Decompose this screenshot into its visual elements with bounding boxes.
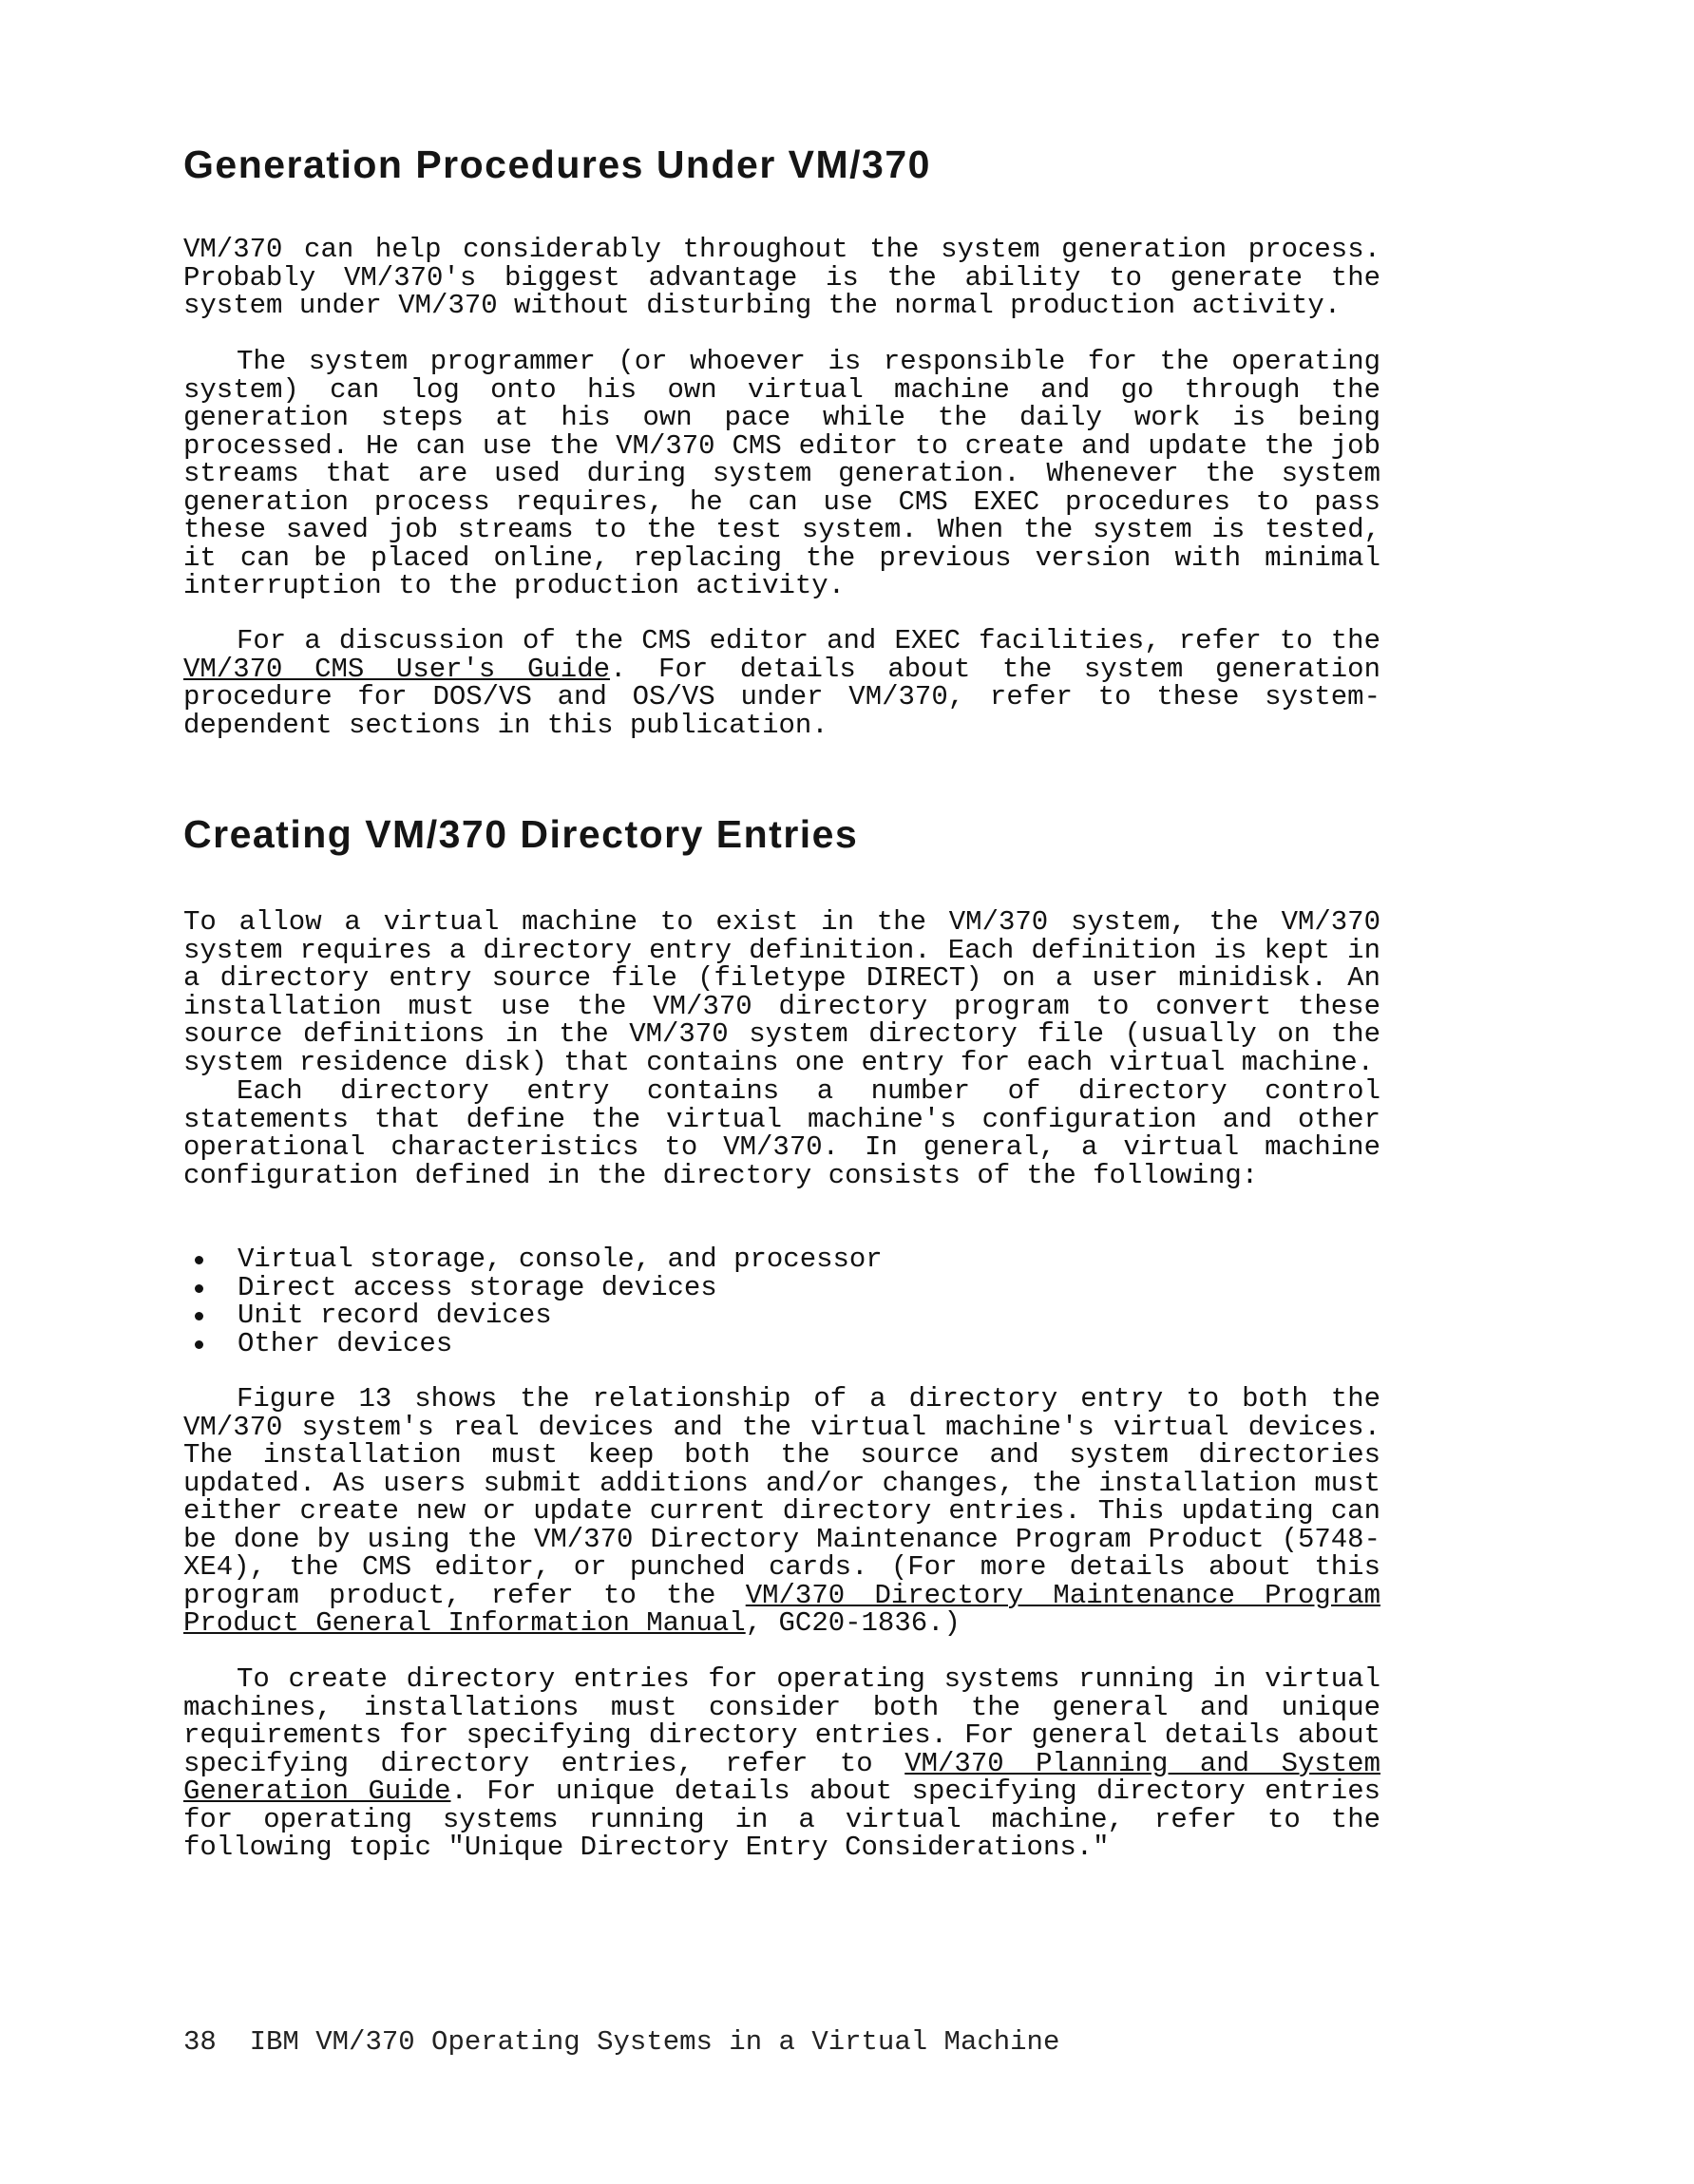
- bullet-icon: [195, 1284, 203, 1293]
- publication-reference-planning-guide: VM/370 Planning and System Generation Guide: [183, 1747, 1380, 1807]
- paragraph-create-directory-entries: [183, 1665, 1380, 1862]
- paragraph-figure-13-relationship: [183, 1385, 1380, 1638]
- text-segment: To create directory entries for operating systems running in virtual machines, installations must consider both the general and unique requirements for specifying directory entries. For general details about specifying directory entries, refer to: [183, 1663, 1380, 1779]
- paragraph-system-programmer: The system programmer (or whoever is responsible for the operating system) can log onto his own virtual machine and go through the generation steps at his own pace while the daily work is being processed. He can use the VM/370 CMS editor to create and update the job streams that are used during system generation. Whenever the system generation process requires, he can use CMS EXEC procedures to pass these saved job streams to the test system. When the system is tested, it can be placed online, replacing the previous version with minimal interruption to the production activity.: [183, 346, 1380, 601]
- bullet-icon: [195, 1256, 203, 1264]
- list-item: [183, 1245, 883, 1274]
- bullet-icon: [195, 1312, 203, 1320]
- list-item: [183, 1301, 883, 1330]
- text-segment: . For unique details about specifying directory entries for operating systems running in a virtual machine, refer to the following topic "Unique Directory Entry Considerations.": [183, 1776, 1380, 1863]
- paragraph-vm370-help: VM/370 can help considerably throughout the system generation process. Probably VM/370's biggest advantage is the ability to generate the system under VM/370 without disturbing the normal production activity.: [183, 234, 1380, 321]
- page-number: 38: [183, 2026, 217, 2058]
- list-item-text: Virtual storage, console, and processor: [238, 1244, 883, 1275]
- page-footer: [183, 2026, 1059, 2058]
- paragraph-directory-control-statements: Each directory entry contains a number of directory control statements that define the virtual machine's configuration and other operational characteristics to VM/370. In general, a virtual machine configuration defined in the directory consists of the following:: [183, 1075, 1380, 1191]
- list-item: [183, 1327, 883, 1359]
- paragraph-directory-entry-definition: To allow a virtual machine to exist in the VM/370 system, the VM/370 system requires a directory entry definition. Each definition is kept in a directory entry source file (filetype DIRECT) on a user minidisk. An installation must use the VM/370 directory program to convert these source definitions in the VM/370 system directory file (usually on the system residence disk) that contains one entry for each virtual machine.: [183, 906, 1380, 1078]
- bullet-icon: [195, 1340, 203, 1349]
- list-item-text: Other devices: [238, 1327, 453, 1359]
- list-item-text: Unit record devices: [238, 1300, 552, 1331]
- section-heading-creating-directory-entries: Creating VM/370 Directory Entries: [183, 812, 859, 856]
- bullet-list-configuration: [183, 1245, 883, 1358]
- publication-reference-cms-users-guide: VM/370 CMS User's Guide: [183, 653, 610, 685]
- paragraph-cms-editor-reference: [183, 627, 1380, 739]
- list-item-text: Direct access storage devices: [238, 1271, 717, 1303]
- text-segment: For a discussion of the CMS editor and EXEC facilities, refer to the: [237, 625, 1380, 656]
- text-segment: , GC20-1836.): [745, 1607, 961, 1639]
- section-heading-generation-procedures: Generation Procedures Under VM/370: [183, 142, 931, 186]
- text-segment: . For details about the system generation procedure for DOS/VS and OS/VS under VM/370, refer to these system-dependent sections in this publication.: [183, 653, 1380, 741]
- publication-reference-directory-maintenance: VM/370 Directory Maintenance Program Product General Information Manual: [183, 1579, 1380, 1639]
- publication-title: IBM VM/370 Operating Systems in a Virtual Machine: [249, 2026, 1060, 2058]
- list-item: [183, 1271, 883, 1303]
- text-segment: Figure 13 shows the relationship of a directory entry to both the VM/370 system's real devices and the virtual machine's virtual devices. The installation must keep both the source and system directories updated. As users submit additions and/or changes, the installation must either create new or update current directory entries. This updating can be done by using the VM/370 Directory Maintenance Program Product (5748-XE4), the CMS editor, or punched cards. (For more details about this program product, refer to the: [183, 1383, 1380, 1611]
